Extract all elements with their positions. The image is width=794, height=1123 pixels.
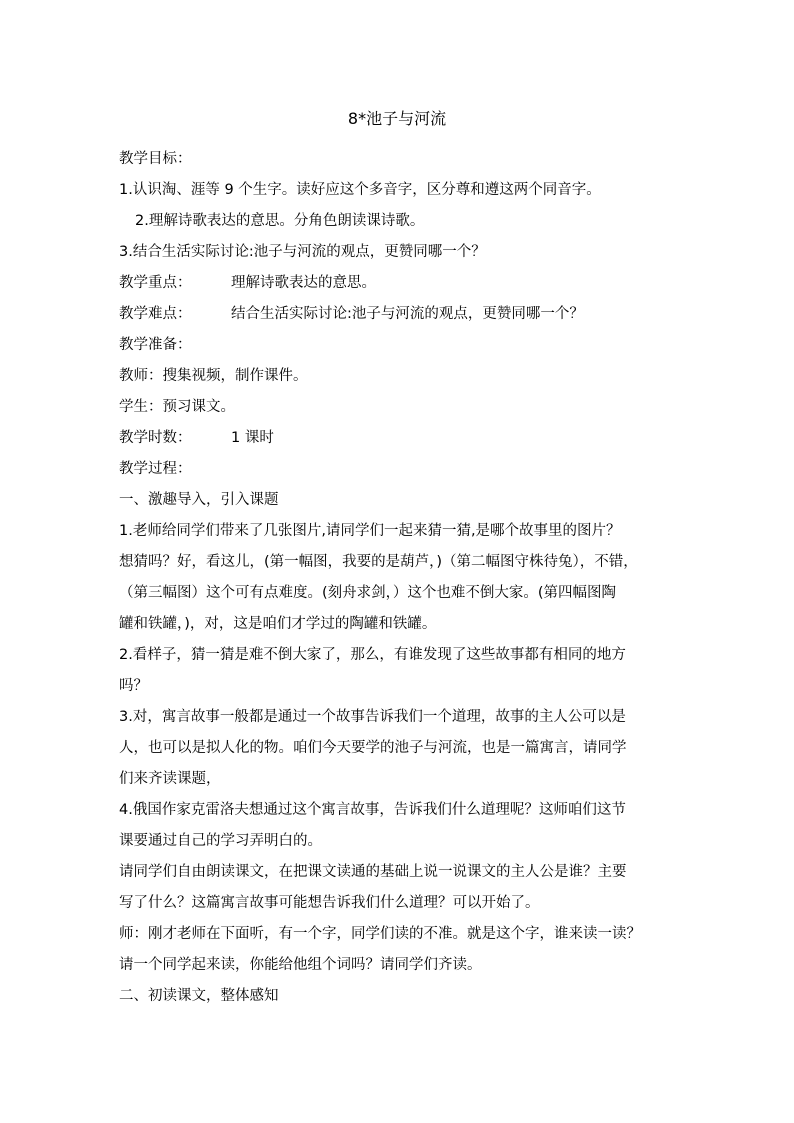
document-title: 8*池子与河流 [347,109,447,128]
paragraph-3-line-3: 们来齐读课题， [119,771,221,787]
process-heading: 教学过程： [119,461,192,477]
paragraph-4-line-2: 课要通过自己的学习弄明白的。 [119,833,322,849]
paragraph-1-line-4: 罐和铁罐，)，对，这是咱们才学过的陶罐和铁罐。 [119,616,437,632]
teaching-difficulty-value: 结合生活实际讨论:池子与河流的观点，更赞同哪一个？ [231,306,584,322]
teaching-focus [119,268,679,299]
paragraph-6-line-1: 师：刚才老师在下面听，有一个字，同学们读的不准。就是这个字，谁来读一读？ [119,926,641,942]
paragraph-2-line-2: 吗？ [119,678,148,694]
paragraph-1-line-1: 1.老师给同学们带来了几张图片,请同学们一起来猜一猜,是哪个故事里的图片？ [119,523,621,539]
prep-teacher: 教师：搜集视频，制作课件。 [119,368,308,384]
objective-3: 3.结合生活实际讨论:池子与河流的观点，更赞同哪一个？ [119,244,486,260]
objectives-heading: 教学目标： [119,151,192,167]
paragraph-3-line-1: 3.对，寓言故事一般都是通过一个故事告诉我们一个道理，故事的主人公可以是 [119,709,626,725]
teaching-difficulty [119,299,679,330]
teaching-hours-label: 教学时数： [119,430,192,446]
paragraph-4-line-1: 4.俄国作家克雷洛夫想通过这个寓言故事，告诉我们什么道理呢？这师咱们这节 [119,802,626,818]
objective-1: 1.认识淘、涯等 9 个生字。读好应这个多音字，区分尊和遵这两个同音字。 [119,182,601,198]
document-body [119,144,679,1012]
paragraph-3-line-2: 人，也可以是拟人化的物。咱们今天要学的池子与河流，也是一篇寓言，请同学 [119,740,627,756]
paragraph-5-line-1: 请同学们自由朗读课文，在把课文读通的基础上说一说课文的主人公是谁？主要 [119,864,627,880]
paragraph-2-line-1: 2.看样子，猜一猜是难不倒大家了，那么，有谁发现了这些故事都有相同的地方 [119,647,626,663]
paragraph-5-line-2: 写了什么？这篇寓言故事可能想告诉我们什么道理？可以开始了。 [119,895,540,911]
teaching-hours [119,423,679,454]
section-2-heading: 二、初读课文，整体感知 [119,988,279,1004]
section-1-heading: 一、激趣导入，引入课题 [119,492,279,508]
teaching-focus-value: 理解诗歌表达的意思。 [231,275,376,291]
teaching-hours-value: 1 课时 [231,430,274,446]
teaching-difficulty-label: 教学难点： [119,306,192,322]
prep-student: 学生：预习课文。 [119,399,235,415]
paragraph-1-line-2: 想猜吗？好，看这儿，(第一幅图，我要的是葫芦，)（第二幅图守株待兔），不错， [119,554,638,570]
paragraph-1-line-3: （第三幅图）这个可有点难度。(刻舟求剑，）这个也难不倒大家。(第四幅图陶 [119,585,617,601]
objective-2: 2.理解诗歌表达的意思。分角色朗读课诗歌。 [135,213,425,229]
prep-heading: 教学准备： [119,337,192,353]
paragraph-6-line-2: 请一个同学起来读，你能给他组个词吗？请同学们齐读。 [119,957,482,973]
teaching-focus-label: 教学重点： [119,275,192,291]
